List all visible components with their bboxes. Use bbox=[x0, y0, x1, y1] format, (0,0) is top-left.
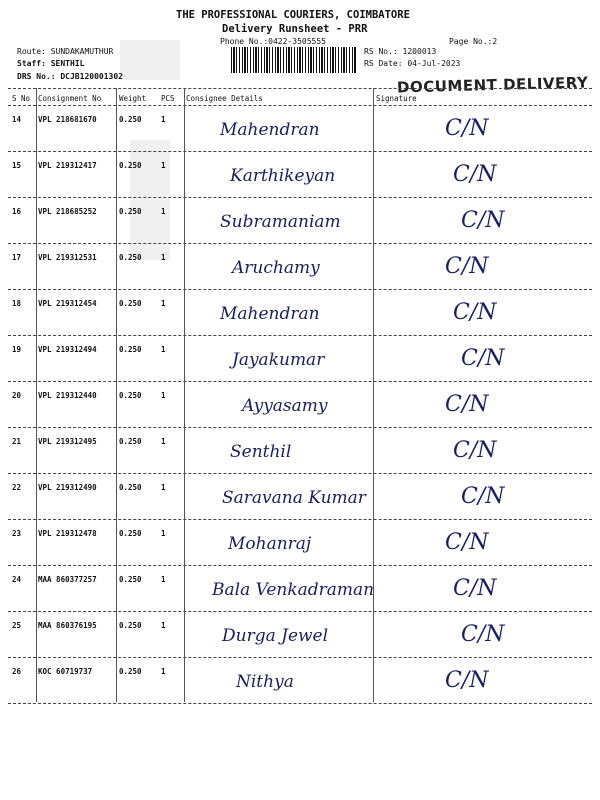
row-rule bbox=[8, 657, 592, 658]
rs-date-line bbox=[364, 59, 460, 68]
sno-cell: 26 bbox=[12, 667, 22, 676]
consignment-cell: VPL 219312494 bbox=[38, 345, 97, 354]
staff-value: SENTHIL bbox=[50, 59, 85, 68]
sno-cell: 18 bbox=[12, 299, 22, 308]
col-pcs-header: PCS bbox=[161, 94, 175, 103]
col-divider bbox=[184, 88, 185, 702]
header-bottom-rule bbox=[8, 105, 592, 106]
weight-cell: 0.250 bbox=[119, 437, 142, 446]
pcs-cell: 1 bbox=[161, 529, 166, 538]
signature-handwritten: C/N bbox=[453, 438, 497, 463]
consignee-handwritten: Mohanraj bbox=[228, 534, 312, 554]
signature-handwritten: C/N bbox=[445, 254, 489, 279]
pcs-cell: 1 bbox=[161, 253, 166, 262]
col-divider bbox=[373, 88, 374, 702]
signature-handwritten: C/N bbox=[453, 162, 497, 187]
row-rule bbox=[8, 703, 592, 704]
weight-cell: 0.250 bbox=[119, 621, 142, 630]
weight-cell: 0.250 bbox=[119, 575, 142, 584]
consignment-cell: VPL 219312495 bbox=[38, 437, 97, 446]
row-rule bbox=[8, 381, 592, 382]
consignment-cell: VPL 219312531 bbox=[38, 253, 97, 262]
consignment-cell: VPL 218685252 bbox=[38, 207, 97, 216]
col-consignment-header: Consignment No bbox=[38, 94, 102, 103]
consignment-cell: VPL 219312490 bbox=[38, 483, 97, 492]
signature-handwritten: C/N bbox=[461, 208, 505, 233]
weight-cell: 0.250 bbox=[119, 115, 142, 124]
scan-artifact bbox=[130, 140, 170, 260]
row-rule bbox=[8, 473, 592, 474]
col-divider bbox=[36, 88, 37, 702]
row-rule bbox=[8, 151, 592, 152]
signature-handwritten: C/N bbox=[445, 116, 489, 141]
consignee-handwritten: Mahendran bbox=[220, 120, 320, 140]
signature-handwritten: C/N bbox=[461, 346, 505, 371]
signature-handwritten: C/N bbox=[445, 668, 489, 693]
signature-handwritten: C/N bbox=[445, 530, 489, 555]
sno-cell: 24 bbox=[12, 575, 22, 584]
scan-artifact bbox=[120, 40, 180, 80]
weight-cell: 0.250 bbox=[119, 667, 142, 676]
row-rule bbox=[8, 289, 592, 290]
route-value: SUNDAKAMUTHUR bbox=[50, 47, 114, 56]
row-rule bbox=[8, 565, 592, 566]
consignment-cell: VPL 219312417 bbox=[38, 161, 97, 170]
consignee-handwritten: Mahendran bbox=[220, 304, 320, 324]
consignee-handwritten: Aruchamy bbox=[232, 258, 320, 278]
sno-cell: 25 bbox=[12, 621, 22, 630]
sno-cell: 21 bbox=[12, 437, 22, 446]
pcs-cell: 1 bbox=[161, 299, 166, 308]
consignee-handwritten: Saravana Kumar bbox=[222, 488, 366, 508]
consignee-handwritten: Durga Jewel bbox=[222, 626, 329, 646]
consignment-cell: MAA 860377257 bbox=[38, 575, 97, 584]
sno-cell: 16 bbox=[12, 207, 22, 216]
consignment-cell: KOC 60719737 bbox=[38, 667, 93, 676]
sno-cell: 17 bbox=[12, 253, 22, 262]
col-weight-header: Weight bbox=[119, 94, 147, 103]
weight-cell: 0.250 bbox=[119, 161, 142, 170]
pcs-cell: 1 bbox=[161, 437, 166, 446]
row-rule bbox=[8, 197, 592, 198]
weight-cell: 0.250 bbox=[119, 207, 142, 216]
weight-cell: 0.250 bbox=[119, 299, 142, 308]
consignee-handwritten: Nithya bbox=[236, 672, 294, 692]
signature-handwritten: C/N bbox=[453, 300, 497, 325]
col-consignee-header: Consignee Details bbox=[186, 94, 263, 103]
pcs-cell: 1 bbox=[161, 621, 166, 630]
pcs-cell: 1 bbox=[161, 207, 166, 216]
company-title: THE PROFESSIONAL COURIERS, COIMBATORE bbox=[176, 9, 410, 21]
sno-cell: 23 bbox=[12, 529, 22, 538]
signature-handwritten: C/N bbox=[453, 576, 497, 601]
row-rule bbox=[8, 335, 592, 336]
weight-cell: 0.250 bbox=[119, 529, 142, 538]
drs-label: DRS No.: bbox=[17, 72, 56, 81]
rs-date-value: 04-Jul-2023 bbox=[407, 59, 461, 68]
pcs-cell: 1 bbox=[161, 345, 166, 354]
weight-cell: 0.250 bbox=[119, 345, 142, 354]
signature-handwritten: C/N bbox=[461, 622, 505, 647]
consignee-handwritten: Karthikeyan bbox=[230, 166, 336, 186]
consignment-cell: VPL 219312440 bbox=[38, 391, 97, 400]
barcode bbox=[231, 47, 357, 73]
route-line bbox=[17, 47, 113, 56]
sno-cell: 19 bbox=[12, 345, 22, 354]
phone-number: Phone No.:0422-3505555 bbox=[220, 37, 326, 46]
row-rule bbox=[8, 611, 592, 612]
row-rule bbox=[8, 243, 592, 244]
drs-line bbox=[17, 72, 123, 81]
sno-cell: 14 bbox=[12, 115, 22, 124]
header-top-rule bbox=[8, 88, 592, 89]
rs-no-value: 1200013 bbox=[402, 47, 437, 56]
staff-label: Staff: bbox=[17, 59, 46, 68]
consignment-cell: VPL 219312478 bbox=[38, 529, 97, 538]
consignee-handwritten: Ayyasamy bbox=[242, 396, 328, 416]
consignee-handwritten: Senthil bbox=[230, 442, 292, 462]
consignee-handwritten: Jayakumar bbox=[232, 350, 325, 370]
col-sno-header: S No bbox=[12, 94, 31, 103]
signature-handwritten: C/N bbox=[461, 484, 505, 509]
row-rule bbox=[8, 519, 592, 520]
pcs-cell: 1 bbox=[161, 161, 166, 170]
consignment-cell: VPL 218681670 bbox=[38, 115, 97, 124]
sno-cell: 15 bbox=[12, 161, 22, 170]
staff-line bbox=[17, 59, 84, 68]
sno-cell: 22 bbox=[12, 483, 22, 492]
weight-cell: 0.250 bbox=[119, 391, 142, 400]
rs-no-line bbox=[364, 47, 436, 56]
sno-cell: 20 bbox=[12, 391, 22, 400]
rs-date-label: RS Date: bbox=[364, 59, 403, 68]
weight-cell: 0.250 bbox=[119, 483, 142, 492]
consignment-cell: MAA 860376195 bbox=[38, 621, 97, 630]
col-signature-header: Signature bbox=[376, 94, 417, 103]
rs-no-label: RS No.: bbox=[364, 47, 398, 56]
document-delivery-stamp: DOCUMENT DELIVERY bbox=[396, 73, 589, 97]
pcs-cell: 1 bbox=[161, 115, 166, 124]
weight-cell: 0.250 bbox=[119, 253, 142, 262]
page-number: Page No.:2 bbox=[449, 37, 498, 46]
pcs-cell: 1 bbox=[161, 575, 166, 584]
pcs-cell: 1 bbox=[161, 483, 166, 492]
consignee-handwritten: Subramaniam bbox=[220, 212, 341, 232]
runsheet-subtitle: Delivery Runsheet - PRR bbox=[222, 23, 368, 35]
row-rule bbox=[8, 427, 592, 428]
drs-value: DCJB120001302 bbox=[60, 72, 123, 81]
pcs-cell: 1 bbox=[161, 667, 166, 676]
route-label: Route: bbox=[17, 47, 46, 56]
consignee-handwritten: Bala Venkadraman bbox=[212, 580, 375, 600]
signature-handwritten: C/N bbox=[445, 392, 489, 417]
consignment-cell: VPL 219312454 bbox=[38, 299, 97, 308]
pcs-cell: 1 bbox=[161, 391, 166, 400]
col-divider bbox=[116, 88, 117, 702]
